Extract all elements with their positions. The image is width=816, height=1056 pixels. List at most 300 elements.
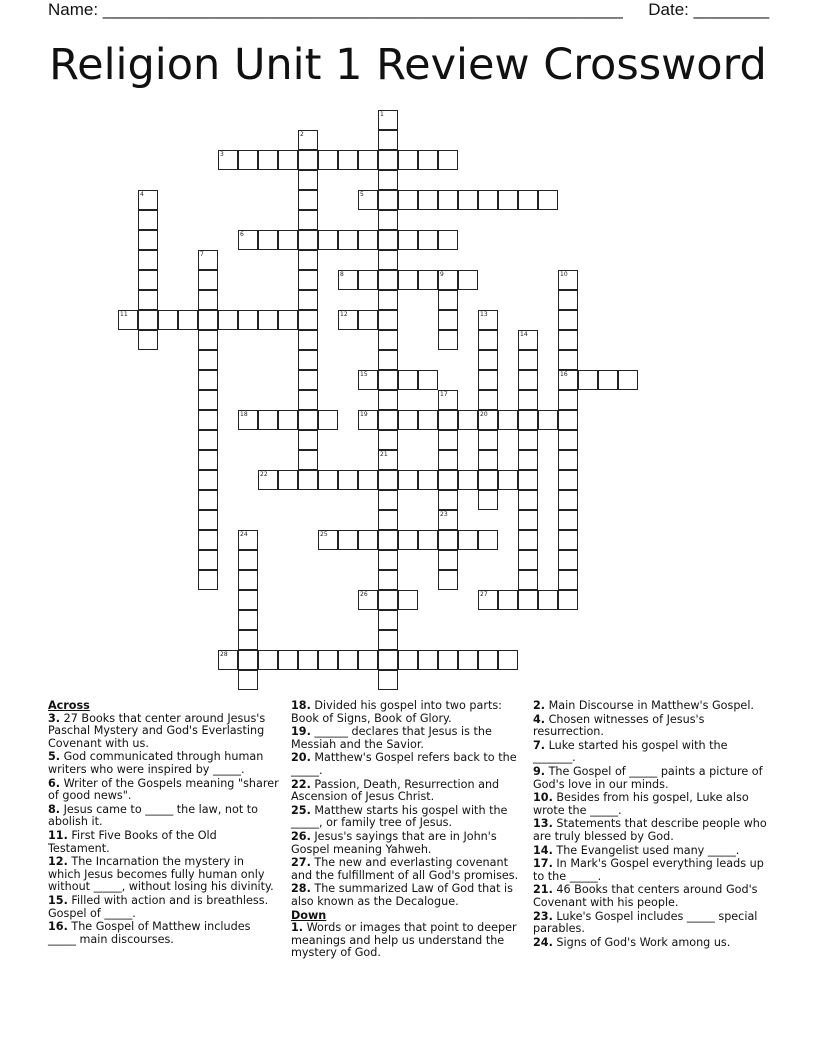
grid-cell[interactable] xyxy=(398,530,418,550)
grid-cell[interactable] xyxy=(438,550,458,570)
clue-number-label: 21 xyxy=(380,451,388,458)
clue-text: Words or images that point to deeper meanings and help us understand the mystery of God. xyxy=(291,921,517,960)
grid-cell[interactable] xyxy=(518,490,538,510)
clue-text: ______ declares that Jesus is the Messiah and the Savior. xyxy=(291,725,492,751)
grid-cell[interactable] xyxy=(358,530,378,550)
grid-cell[interactable] xyxy=(558,450,578,470)
grid-cell[interactable] xyxy=(298,170,318,190)
grid-cell[interactable] xyxy=(478,490,498,510)
grid-cell[interactable] xyxy=(438,290,458,310)
grid-cell[interactable] xyxy=(478,390,498,410)
grid-cell[interactable] xyxy=(298,290,318,310)
grid-cell[interactable] xyxy=(378,350,398,370)
grid-cell[interactable] xyxy=(478,450,498,470)
clue-text: Filled with action and is breathless. Gospel of _____. xyxy=(48,893,269,920)
clue-number-label: 20 xyxy=(480,411,488,418)
grid-cell[interactable] xyxy=(378,270,398,290)
grid-cell[interactable] xyxy=(298,370,318,390)
grid-cell[interactable] xyxy=(318,230,338,250)
grid-cell[interactable] xyxy=(238,310,258,330)
clue-text: Besides from his gospel, Luke also wrote the _____. xyxy=(533,791,749,817)
clue-number-label: 14 xyxy=(520,331,528,338)
grid-cell[interactable] xyxy=(138,290,158,310)
grid-cell[interactable] xyxy=(518,530,538,550)
clue-number: 1. xyxy=(291,921,304,935)
clue-item xyxy=(533,700,768,713)
clue-number: 20. xyxy=(291,751,311,765)
grid-cell[interactable] xyxy=(438,230,458,250)
clue-number: 14. xyxy=(533,843,553,857)
grid-cell[interactable] xyxy=(438,330,458,350)
clue-number-label: 15 xyxy=(360,371,368,378)
down-heading: Down xyxy=(291,908,327,922)
grid-cell[interactable] xyxy=(378,370,398,390)
grid-cell[interactable] xyxy=(278,410,298,430)
grid-cell[interactable] xyxy=(358,270,378,290)
grid-cell[interactable] xyxy=(398,650,418,670)
clue-item xyxy=(291,779,521,804)
clue-item xyxy=(48,921,280,946)
grid-cell[interactable] xyxy=(278,230,298,250)
grid-cell[interactable] xyxy=(138,270,158,290)
grid-cell[interactable] xyxy=(398,230,418,250)
grid-cell[interactable] xyxy=(378,670,398,690)
clue-number-label: 10 xyxy=(560,271,568,278)
clue-item xyxy=(291,883,521,908)
grid-cell[interactable] xyxy=(238,550,258,570)
grid-cell[interactable] xyxy=(558,590,578,610)
clue-number-label: 5 xyxy=(360,191,364,198)
grid-cell[interactable] xyxy=(378,570,398,590)
grid-cell[interactable] xyxy=(298,430,318,450)
date-field-label[interactable]: Date: ________ xyxy=(648,0,770,19)
grid-cell[interactable] xyxy=(438,470,458,490)
grid-cell[interactable] xyxy=(518,410,538,430)
grid-cell[interactable] xyxy=(438,310,458,330)
grid-cell[interactable] xyxy=(378,410,398,430)
clue-number-label: 2 xyxy=(300,131,304,138)
grid-cell[interactable] xyxy=(338,230,358,250)
grid-cell[interactable] xyxy=(438,570,458,590)
clue-item xyxy=(48,778,280,803)
grid-cell[interactable] xyxy=(518,430,538,450)
down-clues-list-1 xyxy=(291,922,521,960)
grid-cell[interactable] xyxy=(378,630,398,650)
clue-item xyxy=(48,856,280,894)
grid-cell[interactable] xyxy=(198,470,218,490)
clue-item xyxy=(533,740,768,765)
grid-cell[interactable] xyxy=(518,390,538,410)
grid-cell[interactable] xyxy=(398,190,418,210)
grid-cell[interactable] xyxy=(418,270,438,290)
grid-cell[interactable] xyxy=(558,490,578,510)
grid-cell[interactable] xyxy=(378,290,398,310)
grid-cell[interactable] xyxy=(478,530,498,550)
grid-cell[interactable] xyxy=(418,190,438,210)
grid-cell[interactable] xyxy=(598,370,618,390)
clue-number-label: 27 xyxy=(480,591,488,598)
grid-cell[interactable] xyxy=(298,410,318,430)
grid-cell[interactable] xyxy=(418,410,438,430)
grid-cell[interactable] xyxy=(258,650,278,670)
grid-cell[interactable] xyxy=(278,150,298,170)
grid-cell[interactable] xyxy=(198,310,218,330)
grid-cell[interactable] xyxy=(478,370,498,390)
clue-text: Luke's Gospel includes _____ special parables. xyxy=(533,909,758,936)
clue-item xyxy=(291,700,521,725)
grid-cell[interactable] xyxy=(198,570,218,590)
grid-cell[interactable] xyxy=(478,650,498,670)
grid-cell[interactable] xyxy=(538,410,558,430)
grid-cell[interactable] xyxy=(238,630,258,650)
clue-number-label: 1 xyxy=(380,111,384,118)
grid-cell[interactable] xyxy=(458,190,478,210)
clue-item xyxy=(533,858,768,883)
grid-cell[interactable] xyxy=(478,190,498,210)
grid-cell[interactable] xyxy=(438,190,458,210)
grid-cell[interactable] xyxy=(378,470,398,490)
clue-item xyxy=(48,830,280,855)
clue-number: 2. xyxy=(533,699,546,712)
grid-cell[interactable] xyxy=(198,510,218,530)
grid-cell[interactable] xyxy=(298,330,318,350)
grid-cell[interactable] xyxy=(198,550,218,570)
grid-cell[interactable] xyxy=(418,230,438,250)
grid-cell[interactable] xyxy=(298,190,318,210)
clue-item xyxy=(533,818,768,843)
clue-item xyxy=(48,804,280,829)
clue-number: 25. xyxy=(291,803,311,817)
across-heading: Across xyxy=(48,699,90,712)
clue-text: The new and everlasting covenant and the fulfillment of all God's promises. xyxy=(291,856,519,882)
grid-cell[interactable] xyxy=(398,150,418,170)
grid-cell[interactable] xyxy=(398,410,418,430)
grid-cell[interactable] xyxy=(478,350,498,370)
grid-cell[interactable] xyxy=(378,310,398,330)
clue-item xyxy=(533,937,768,950)
grid-cell[interactable] xyxy=(378,130,398,150)
grid-cell[interactable] xyxy=(558,510,578,530)
grid-cell[interactable] xyxy=(298,350,318,370)
clue-number: 3. xyxy=(48,711,61,725)
grid-cell[interactable] xyxy=(378,190,398,210)
grid-cell[interactable] xyxy=(398,270,418,290)
grid-cell[interactable] xyxy=(578,370,598,390)
grid-cell[interactable] xyxy=(438,490,458,510)
clue-number: 23. xyxy=(533,909,553,923)
grid-cell[interactable] xyxy=(378,530,398,550)
clue-item xyxy=(533,845,768,858)
grid-cell[interactable] xyxy=(278,310,298,330)
grid-cell[interactable] xyxy=(378,590,398,610)
grid-cell[interactable] xyxy=(398,470,418,490)
clue-text: Main Discourse in Matthew's Gospel. xyxy=(545,699,754,712)
grid-cell[interactable] xyxy=(378,230,398,250)
grid-cell[interactable] xyxy=(198,390,218,410)
grid-cell[interactable] xyxy=(238,590,258,610)
clue-text: Signs of God's Work among us. xyxy=(552,935,731,949)
grid-cell[interactable] xyxy=(198,350,218,370)
grid-cell[interactable] xyxy=(298,390,318,410)
grid-cell[interactable] xyxy=(318,650,338,670)
grid-cell[interactable] xyxy=(458,530,478,550)
grid-cell[interactable] xyxy=(378,650,398,670)
grid-cell[interactable] xyxy=(358,470,378,490)
grid-cell[interactable] xyxy=(138,310,158,330)
grid-cell[interactable] xyxy=(338,650,358,670)
grid-cell[interactable] xyxy=(378,170,398,190)
grid-cell[interactable] xyxy=(518,470,538,490)
clue-text: Luke started his gospel with the _______. xyxy=(533,738,728,765)
clue-number-label: 23 xyxy=(440,511,448,518)
grid-cell[interactable] xyxy=(378,250,398,270)
page-title: Religion Unit 1 Review Crossword xyxy=(49,40,767,90)
grid-cell[interactable] xyxy=(358,310,378,330)
grid-cell[interactable] xyxy=(338,530,358,550)
clue-text: Jesus's sayings that are in John's Gospel meaning Yahweh. xyxy=(291,829,497,856)
grid-cell[interactable] xyxy=(378,610,398,630)
grid-cell[interactable] xyxy=(438,430,458,450)
clue-text: The Incarnation the mystery in which Jesus becomes fully human only without _____, without losing his divinity. xyxy=(48,855,274,894)
clue-number: 26. xyxy=(291,829,311,843)
clue-number-label: 4 xyxy=(140,191,144,198)
grid-cell[interactable] xyxy=(378,550,398,570)
grid-cell[interactable] xyxy=(238,650,258,670)
grid-cell[interactable] xyxy=(238,670,258,690)
grid-cell[interactable] xyxy=(518,370,538,390)
grid-cell[interactable] xyxy=(298,450,318,470)
grid-cell[interactable] xyxy=(538,590,558,610)
grid-cell[interactable] xyxy=(478,330,498,350)
across-clues-list-2 xyxy=(291,700,521,909)
grid-cell[interactable] xyxy=(198,370,218,390)
grid-cell[interactable] xyxy=(298,270,318,290)
grid-cell[interactable] xyxy=(458,470,478,490)
grid-cell[interactable] xyxy=(298,150,318,170)
grid-cell[interactable] xyxy=(178,310,198,330)
grid-cell[interactable] xyxy=(518,510,538,530)
clue-number-label: 28 xyxy=(220,651,228,658)
clue-number-label: 13 xyxy=(480,311,488,318)
grid-cell[interactable] xyxy=(198,270,218,290)
grid-cell[interactable] xyxy=(378,430,398,450)
down-clues-list-2 xyxy=(533,700,768,949)
grid-cell[interactable] xyxy=(378,150,398,170)
grid-cell[interactable] xyxy=(418,530,438,550)
clue-number-label: 3 xyxy=(220,151,224,158)
clue-number-label: 22 xyxy=(260,471,268,478)
clue-number-label: 6 xyxy=(240,231,244,238)
grid-cell[interactable] xyxy=(198,330,218,350)
clue-text: Matthew starts his gospel with the _____, or family tree of Jesus. xyxy=(291,803,508,830)
clue-text: The Evangelist used many _____. xyxy=(552,843,740,857)
grid-cell[interactable] xyxy=(458,410,478,430)
grid-cell[interactable] xyxy=(198,290,218,310)
grid-cell[interactable] xyxy=(418,470,438,490)
clue-number: 21. xyxy=(533,883,553,897)
clue-number: 19. xyxy=(291,725,311,739)
grid-cell[interactable] xyxy=(498,470,518,490)
grid-cell[interactable] xyxy=(238,610,258,630)
grid-cell[interactable] xyxy=(198,490,218,510)
grid-cell[interactable] xyxy=(518,450,538,470)
grid-cell[interactable] xyxy=(378,390,398,410)
grid-cell[interactable] xyxy=(618,370,638,390)
grid-cell[interactable] xyxy=(538,190,558,210)
grid-cell[interactable] xyxy=(318,470,338,490)
grid-cell[interactable] xyxy=(418,150,438,170)
grid-cell[interactable] xyxy=(458,270,478,290)
grid-cell[interactable] xyxy=(338,470,358,490)
grid-cell[interactable] xyxy=(318,150,338,170)
grid-cell[interactable] xyxy=(558,290,578,310)
clue-text: 27 Books that center around Jesus's Paschal Mystery and God's Everlasting Covenant with us. xyxy=(48,711,266,750)
grid-cell[interactable] xyxy=(298,310,318,330)
grid-cell[interactable] xyxy=(518,570,538,590)
clue-number: 8. xyxy=(48,802,61,816)
grid-cell[interactable] xyxy=(378,210,398,230)
grid-cell[interactable] xyxy=(438,450,458,470)
grid-cell[interactable] xyxy=(518,350,538,370)
clue-text: The summarized Law of God that is also known as the Decalogue. xyxy=(291,882,513,908)
clue-text: Jesus came to _____ the law, not to abolish it. xyxy=(48,802,258,829)
grid-cell[interactable] xyxy=(398,590,418,610)
grid-cell[interactable] xyxy=(438,530,458,550)
clue-item xyxy=(533,792,768,817)
clue-number-label: 7 xyxy=(200,251,204,258)
clue-text: In Mark's Gospel everything leads up to the _____. xyxy=(533,857,764,883)
grid-cell[interactable] xyxy=(498,190,518,210)
clue-item xyxy=(291,857,521,882)
grid-cell[interactable] xyxy=(498,650,518,670)
grid-cell[interactable] xyxy=(518,550,538,570)
grid-cell[interactable] xyxy=(438,410,458,430)
clue-number: 27. xyxy=(291,856,311,870)
grid-cell[interactable] xyxy=(158,310,178,330)
clue-text: Passion, Death, Resurrection and Ascension of Jesus Christ. xyxy=(291,777,500,804)
grid-cell[interactable] xyxy=(498,410,518,430)
clue-text: Chosen witnesses of Jesus's resurrection. xyxy=(533,712,705,739)
grid-cell[interactable] xyxy=(318,410,338,430)
clue-item xyxy=(291,831,521,856)
grid-cell[interactable] xyxy=(258,410,278,430)
grid-cell[interactable] xyxy=(558,530,578,550)
clue-number-label: 24 xyxy=(240,531,248,538)
grid-cell[interactable] xyxy=(358,150,378,170)
grid-cell[interactable] xyxy=(138,230,158,250)
clue-number: 18. xyxy=(291,699,311,712)
grid-cell[interactable] xyxy=(258,310,278,330)
grid-cell[interactable] xyxy=(258,150,278,170)
clue-number: 7. xyxy=(533,738,546,752)
grid-cell[interactable] xyxy=(258,230,278,250)
clue-number-label: 12 xyxy=(340,311,348,318)
clue-number-label: 16 xyxy=(560,371,568,378)
grid-cell[interactable] xyxy=(198,530,218,550)
clue-number: 17. xyxy=(533,857,553,871)
grid-cell[interactable] xyxy=(338,150,358,170)
clue-text: First Five Books of the Old Testament. xyxy=(48,828,217,855)
clue-text: 46 Books that centers around God's Covenant with his people. xyxy=(533,883,758,909)
grid-cell[interactable] xyxy=(558,390,578,410)
clue-text: Writer of the Gospels meaning "sharer of good news". xyxy=(48,776,279,803)
clue-item xyxy=(48,895,280,920)
grid-cell[interactable] xyxy=(478,470,498,490)
grid-cell[interactable] xyxy=(198,410,218,430)
grid-cell[interactable] xyxy=(558,570,578,590)
grid-cell[interactable] xyxy=(358,650,378,670)
name-field-label[interactable]: Name: _______________________________________________________ xyxy=(48,0,623,19)
grid-cell[interactable] xyxy=(298,210,318,230)
clue-number: 16. xyxy=(48,920,68,934)
grid-cell[interactable] xyxy=(218,310,238,330)
clue-number-label: 9 xyxy=(440,271,444,278)
grid-cell[interactable] xyxy=(518,190,538,210)
grid-cell[interactable] xyxy=(278,470,298,490)
clue-text: Matthew's Gospel refers back to the _____. xyxy=(291,751,517,777)
clue-number: 24. xyxy=(533,935,553,949)
clue-item xyxy=(48,713,280,751)
grid-cell[interactable] xyxy=(238,570,258,590)
clue-text: Divided his gospel into two parts: Book of Signs, Book of Glory. xyxy=(291,699,502,725)
grid-cell[interactable] xyxy=(478,430,498,450)
grid-cell[interactable] xyxy=(378,510,398,530)
clue-item xyxy=(291,805,521,830)
grid-cell[interactable] xyxy=(498,590,518,610)
grid-cell[interactable] xyxy=(278,650,298,670)
grid-cell[interactable] xyxy=(438,150,458,170)
grid-cell[interactable] xyxy=(198,430,218,450)
grid-cell[interactable] xyxy=(458,650,478,670)
clue-number-label: 17 xyxy=(440,391,448,398)
grid-cell[interactable] xyxy=(298,230,318,250)
clue-number-label: 25 xyxy=(320,531,328,538)
clue-number: 28. xyxy=(291,882,311,896)
grid-cell[interactable] xyxy=(378,330,398,350)
clue-number: 11. xyxy=(48,828,68,842)
grid-cell[interactable] xyxy=(398,370,418,390)
clues-column-2 xyxy=(291,700,521,961)
grid-cell[interactable] xyxy=(558,350,578,370)
grid-cell[interactable] xyxy=(138,210,158,230)
grid-cell[interactable] xyxy=(138,250,158,270)
grid-cell[interactable] xyxy=(138,330,158,350)
grid-cell[interactable] xyxy=(418,370,438,390)
grid-cell[interactable] xyxy=(558,310,578,330)
grid-cell[interactable] xyxy=(518,590,538,610)
clue-item xyxy=(533,911,768,936)
grid-cell[interactable] xyxy=(238,150,258,170)
clue-item xyxy=(533,766,768,791)
grid-cell[interactable] xyxy=(558,470,578,490)
grid-cell[interactable] xyxy=(378,490,398,510)
grid-cell[interactable] xyxy=(198,450,218,470)
grid-cell[interactable] xyxy=(558,430,578,450)
grid-cell[interactable] xyxy=(558,410,578,430)
grid-cell[interactable] xyxy=(298,250,318,270)
grid-cell[interactable] xyxy=(298,650,318,670)
grid-cell[interactable] xyxy=(418,650,438,670)
grid-cell[interactable] xyxy=(298,470,318,490)
grid-cell[interactable] xyxy=(558,330,578,350)
clue-number-label: 19 xyxy=(360,411,368,418)
grid-cell[interactable] xyxy=(358,230,378,250)
grid-cell[interactable] xyxy=(558,550,578,570)
grid-cell[interactable] xyxy=(438,650,458,670)
clue-number: 5. xyxy=(48,750,61,764)
clue-number: 6. xyxy=(48,776,61,790)
clue-text: The Gospel of Matthew includes _____ main discourses. xyxy=(48,920,251,946)
